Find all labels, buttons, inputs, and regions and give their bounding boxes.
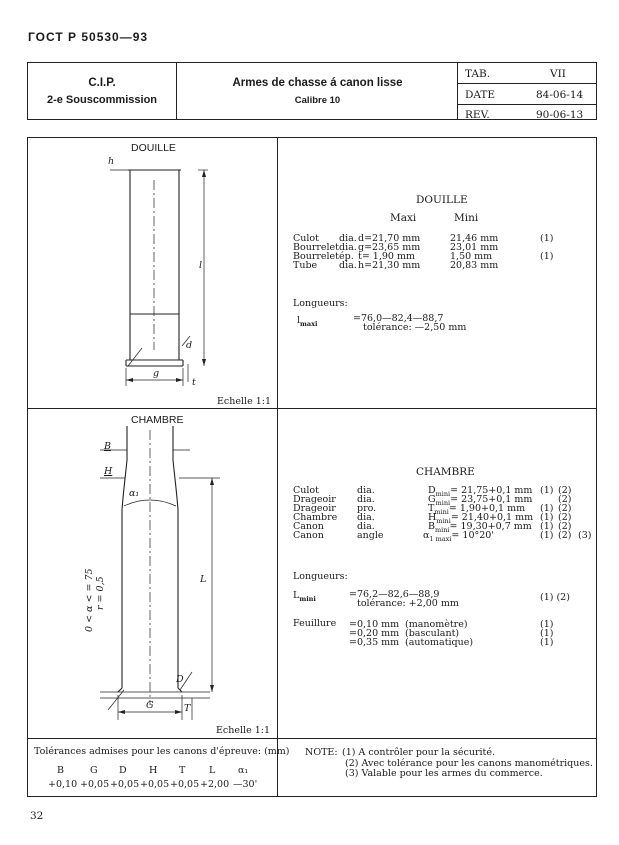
date-value: 84-06-14 (536, 89, 584, 101)
tol-value-B: +0,10 (48, 779, 78, 790)
chambre-angle-note: 0 < α < = 75 (84, 568, 95, 632)
douille-heading: DOUILLE (416, 194, 468, 206)
feuillure-row-0: =0,10 mm (349, 619, 400, 630)
douille-dim-h: h (108, 156, 115, 167)
document-subtitle: Calibre 10 (294, 95, 341, 106)
chambre-radius-note: r = 0,5 (95, 576, 106, 610)
chambre-row-5: Canon (293, 530, 324, 541)
document-title: Armes de chasse á canon lisse (232, 77, 403, 89)
chambre-row-2: Drageoir (293, 503, 336, 514)
douille-l-value: =76,0—82,4—88,7 (353, 313, 444, 324)
title-block (27, 62, 597, 120)
douille-dim-t: t (192, 377, 196, 388)
chambre-l-value: =76,2—82,6—88,9 (349, 589, 440, 600)
douille-dim-g: g (153, 368, 160, 379)
tol-value-L: +2,00 (200, 779, 230, 790)
rev-label: REV. (465, 109, 490, 121)
chambre-row-0: Culot (293, 485, 319, 496)
chambre-drawing (80, 420, 230, 725)
notes-label: NOTE: (305, 747, 338, 758)
feuillure-row-2: =0,35 mm (349, 637, 400, 648)
douille-scale: Echelle 1:1 (217, 396, 272, 407)
douille-drawing (90, 150, 230, 400)
tol-header-B: B (57, 765, 64, 776)
tol-header-T: T (179, 765, 186, 776)
tab-label: TAB. (465, 68, 491, 80)
douille-longueurs-label: Longueurs: (293, 298, 348, 309)
note-3: (3) Valable pour les armes du commerce. (345, 768, 543, 779)
douille-dim-d: d (186, 340, 193, 351)
tol-value-H: +0,05 (140, 779, 170, 790)
douille-col-maxi: Maxi (390, 212, 417, 224)
chambre-dim-T: T (184, 703, 191, 714)
subcommission: 2-e Souscommission (46, 94, 158, 106)
note-2: (2) Avec tolérance pour les canons manométriques. (345, 758, 593, 769)
chambre-row-3: Chambre (293, 512, 338, 523)
douille-row-0: Culot (293, 233, 319, 244)
tolerances-title: Tolérances admises pour les canons d'épreuve: (mm) (34, 746, 290, 757)
douille-row-1: Bourrelet (293, 242, 340, 253)
douille-row-3: Tube (293, 260, 318, 271)
chambre-l-symbol: $L_{mini}$ (293, 590, 316, 603)
tol-header-H: H (149, 765, 158, 776)
chambre-scale: Echelle 1:1 (216, 725, 271, 736)
tol-value-T: +0,05 (170, 779, 200, 790)
tol-header-alpha: α₁ (238, 765, 249, 776)
feuillure-row-1: =0,20 mm (349, 628, 400, 639)
chambre-row-1: Drageoir (293, 494, 336, 505)
tol-header-D: D (119, 765, 127, 776)
chambre-dim-G: G (146, 700, 154, 711)
chambre-drawing-title: CHAMBRE (131, 414, 184, 426)
douille-drawing-title: DOUILLE (131, 142, 176, 154)
chambre-l-tolerance: tolérance: +2,00 mm (357, 598, 459, 609)
chambre-longueurs-label: Longueurs: (293, 571, 348, 582)
tol-value-alpha: —30' (233, 779, 258, 790)
org-name: C.I.P. (88, 77, 116, 89)
chambre-l-notes: (1) (2) (540, 592, 570, 603)
chambre-heading: CHAMBRE (416, 466, 475, 478)
rev-value: 90-06-13 (536, 109, 584, 121)
tol-value-G: +0,05 (80, 779, 110, 790)
chambre-row-4: Canon (293, 521, 324, 532)
tol-header-L: L (209, 765, 216, 776)
date-label: DATE (465, 89, 496, 101)
note-1: (1) A contrôler pour la sécurité. (342, 747, 495, 758)
chambre-dim-B: B (104, 441, 111, 452)
chambre-dim-D: D (176, 674, 184, 685)
chambre-dim-H: H (104, 466, 113, 477)
page-number: 32 (30, 810, 44, 822)
tol-value-D: +0,05 (110, 779, 140, 790)
douille-l-tolerance: tolérance: —2,50 mm (363, 322, 467, 333)
chambre-dim-L: L (200, 574, 207, 585)
tol-header-G: G (90, 765, 98, 776)
tab-value: VII (550, 68, 566, 80)
page-header: ГОСТ Р 50530—93 (28, 30, 149, 44)
douille-l-symbol: $l_{maxi}$ (297, 315, 318, 328)
douille-col-mini: Mini (454, 212, 479, 224)
chambre-dim-alpha: α₁ (129, 488, 140, 499)
douille-dim-l: l (199, 260, 203, 271)
feuillure-label: Feuillure (293, 618, 337, 629)
douille-row-2: Bourrelet (293, 251, 340, 262)
